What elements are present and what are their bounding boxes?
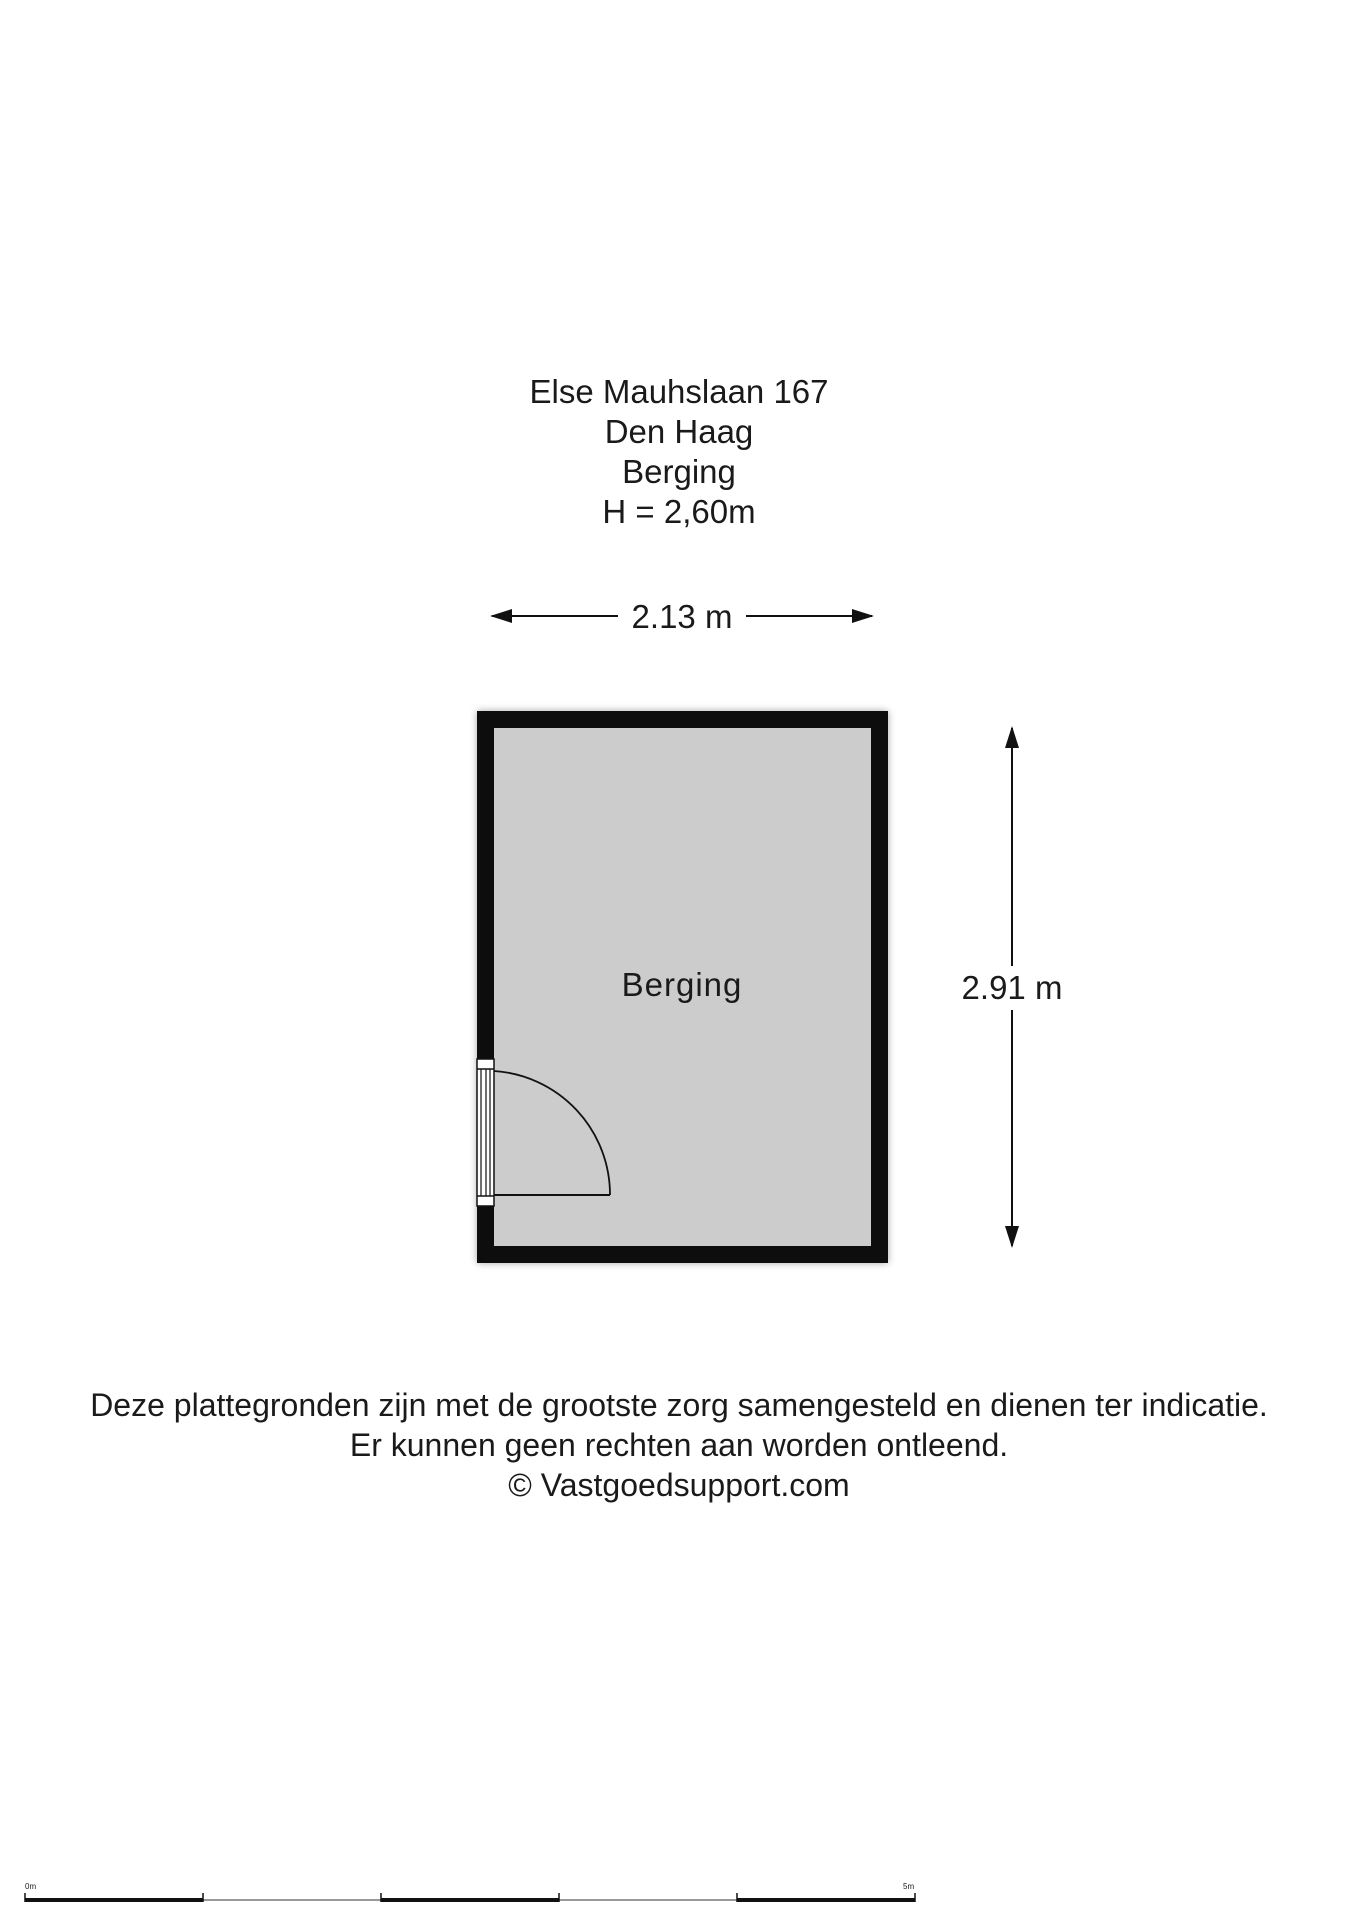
scale-bar [25,1882,915,1902]
wall-right [871,711,888,1263]
scale-bar-start-label: 0m [25,1882,37,1891]
copyright-line: © Vastgoedsupport.com [508,1467,850,1503]
width-dimension-label: 2.13 m [631,598,733,635]
depth-arrow-up-icon [1005,726,1019,748]
disclaimer [0,1385,1358,1505]
width-arrow-left-icon [490,609,512,623]
address-line: Else Mauhslaan 167 [529,373,829,410]
wall-bottom [477,1246,888,1263]
wall-left-lower [477,1206,494,1263]
disclaimer-line-2: Er kunnen geen rechten aan worden ontleend. [349,1427,1009,1463]
city-line: Den Haag [604,413,754,450]
width-arrow-right-icon [852,609,874,623]
depth-dimension-label: 2.91 m [961,969,1063,1006]
scale-bar-end-label: 5m [903,1882,915,1891]
depth-arrow-down-icon [1005,1226,1019,1248]
wall-top [477,711,888,728]
depth-dimension [962,726,1063,1248]
disclaimer-line-1: Deze plattegronden zijn met de grootste zorg samengesteld en dienen ter indicatie. [90,1387,1268,1423]
width-dimension [490,598,874,635]
ceiling-height-line: H = 2,60m [602,493,756,530]
floor-name-line: Berging [622,453,736,490]
wall-left-upper [477,711,494,1059]
room-label: Berging [621,966,743,1003]
